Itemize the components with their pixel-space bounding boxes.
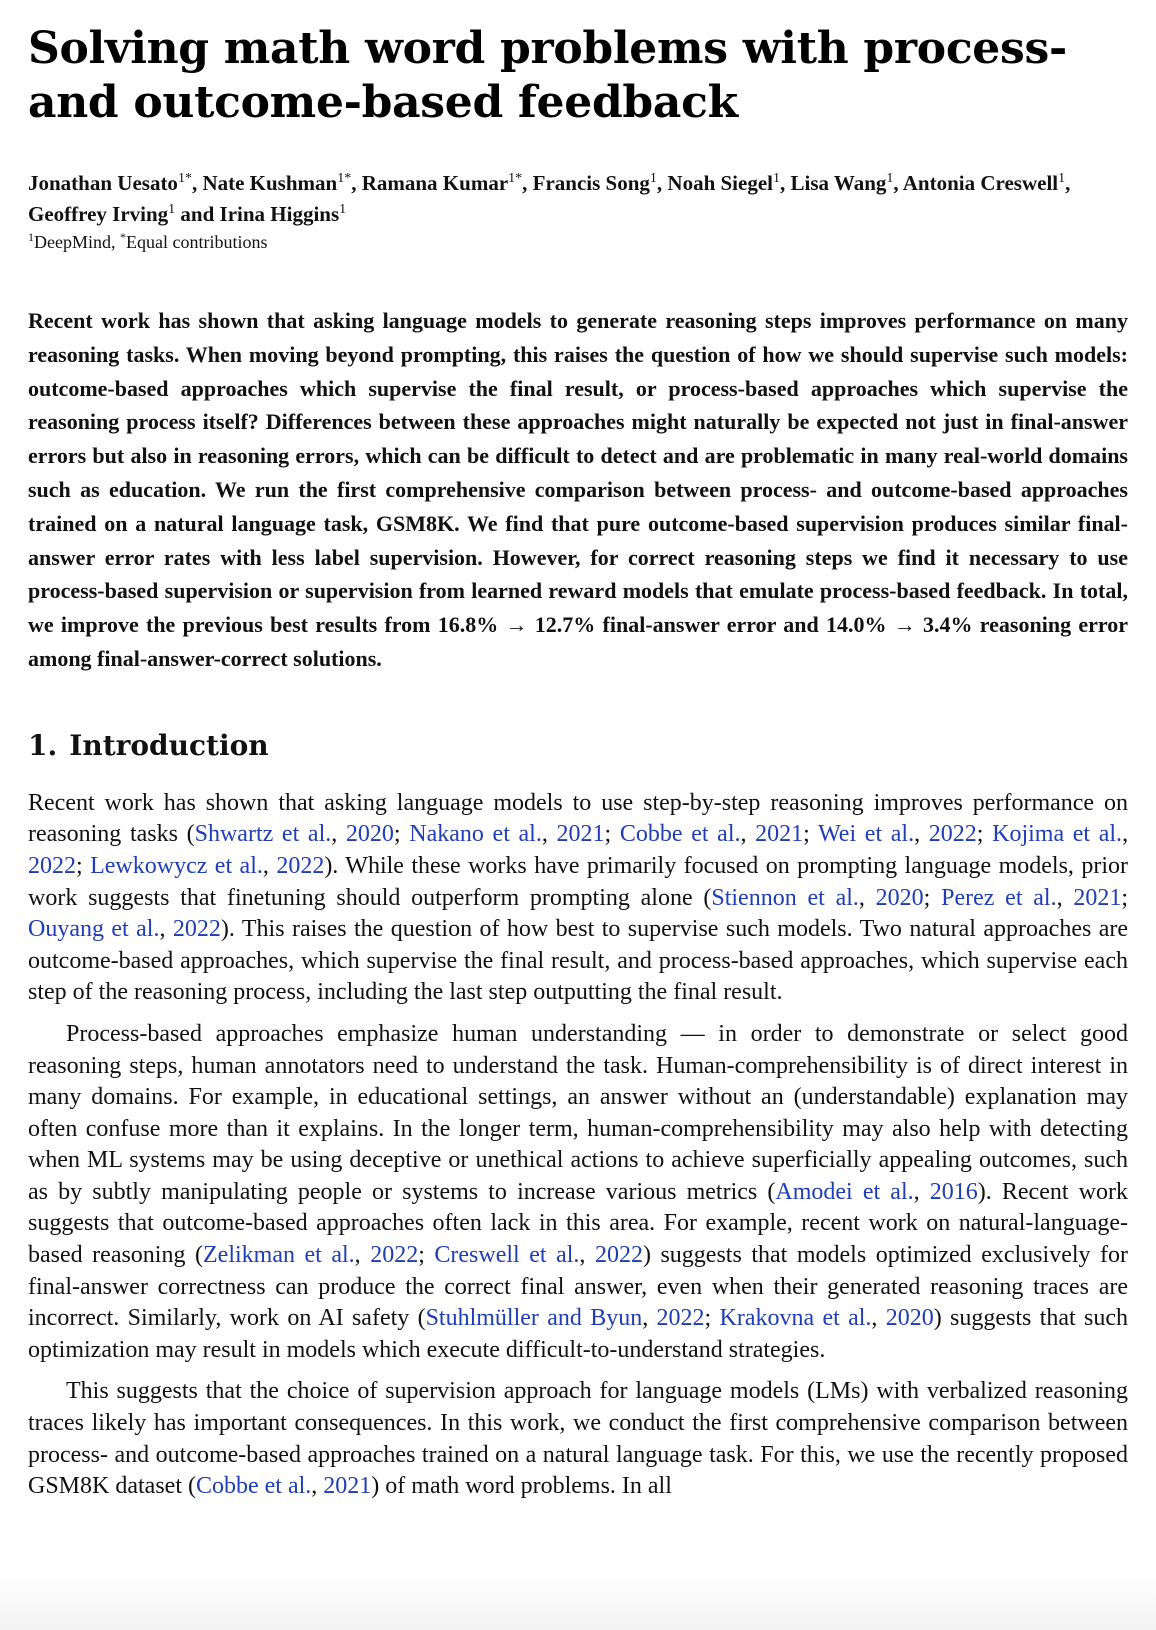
citation-link[interactable]: Shwartz et al. — [194, 821, 332, 848]
affiliation-sup-2: * — [119, 230, 126, 244]
affiliation-sup-1: 1 — [28, 230, 34, 244]
citation-link[interactable]: Cobbe et al. — [619, 821, 741, 848]
citation-link[interactable]: 2021 — [323, 1473, 372, 1500]
author-name: Jonathan Uesato — [28, 171, 178, 195]
paragraph-text: ) suggests that such optimization may result in models which execute difficult-to-understand strategies. — [28, 1305, 1129, 1363]
paragraph-text: ; — [418, 1242, 435, 1269]
paragraph-text: ) suggests that models optimized exclusively for final-answer correctness can produce the correct final answer, even when their generated reasoning traces are incorrect. Similarly, work on AI safety ( — [28, 1242, 1129, 1332]
paragraph-text: , — [541, 821, 557, 848]
intro-paragraph-2 — [28, 1019, 1128, 1367]
paragraph-text: , — [913, 1178, 930, 1205]
paragraph-text: , — [331, 821, 346, 848]
author-list — [28, 168, 1128, 230]
paragraph-text: ; — [923, 884, 942, 911]
citation-link[interactable]: 2022 — [928, 821, 977, 848]
citation-link[interactable]: Wei et al. — [818, 821, 915, 848]
citation-link[interactable]: 2022 — [594, 1242, 643, 1269]
author-separator: , — [1065, 171, 1071, 195]
citation-link[interactable]: 2022 — [172, 916, 221, 943]
citation-link[interactable]: Stuhlmüller and Byun — [425, 1305, 643, 1332]
paragraph-text: , — [740, 821, 756, 848]
citation-link[interactable]: Lewkowycz et al. — [90, 852, 263, 879]
paragraph-text: , — [311, 1473, 324, 1500]
citation-link[interactable]: Perez et al. — [941, 884, 1057, 911]
citation-link[interactable]: Krakovna et al. — [719, 1305, 872, 1332]
paragraph-text: Recent work has shown that asking language models to use step-by-step reasoning improves performance on reasoning tasks ( — [28, 789, 1128, 848]
citation-link[interactable]: 2021 — [556, 821, 605, 848]
paper-title — [28, 22, 1128, 130]
paragraph-text: , — [1056, 884, 1074, 911]
bottom-fade — [0, 1570, 1156, 1630]
author-name: Antonia Creswell — [902, 171, 1059, 195]
author-separator: , — [893, 171, 903, 195]
section-number: 1. — [28, 728, 58, 762]
paragraph-text: ). Recent work suggests that outcome-based approaches often lack in this area. For example, recent work on natural-language-based reasoning ( — [28, 1178, 1128, 1269]
paragraph-text: This suggests that the choice of supervision approach for language models (LMs) with verbalized reasoning traces likely has important consequences. In this work, we conduct the first comprehensive comparison between process- and outcome-based approaches trained on a natural language task. For this, we use the recently proposed GSM8K dataset ( — [28, 1378, 1128, 1500]
citation-link[interactable]: 2021 — [755, 821, 804, 848]
paragraph-text: ; — [76, 852, 91, 879]
paragraph-text: ; — [1121, 884, 1129, 911]
citation-link[interactable]: Ouyang et al. — [28, 916, 160, 943]
intro-paragraph-1 — [28, 788, 1128, 1009]
citation-link[interactable]: 2022 — [370, 1242, 419, 1269]
author-name: Nate Kushman — [202, 171, 338, 195]
citation-link[interactable]: Stiennon et al. — [711, 884, 859, 911]
affiliation-deepmind: DeepMind, — [34, 232, 120, 252]
citation-link[interactable]: 2020 — [345, 821, 394, 848]
intro-paragraph-3 — [28, 1376, 1128, 1502]
citation-link[interactable]: 2020 — [885, 1305, 934, 1332]
citation-link[interactable]: Nakano et al. — [409, 821, 542, 848]
author-separator: , — [656, 171, 668, 195]
author-name: Lisa Wang — [790, 171, 887, 195]
paragraph-text: ; — [803, 821, 819, 848]
citation-link[interactable]: 2022 — [28, 852, 76, 879]
paragraph-text: , — [1122, 821, 1129, 848]
title-line-1: Solving math word problems with process- — [28, 23, 1067, 74]
abstract: Recent work has shown that asking language models to generate reasoning steps improves performance on many reasoning tasks. When moving beyond prompting, this raises the question of how we should supervise such models: outcome-based approaches which supervise the final result, or process-based approaches which supervise the reasoning process itself? Differences between these approaches might naturally be expected not just in final-answer errors but also in reasoning errors, which can be difficult to detect and are problematic in many real-world domains such as education. We run the first comprehensive comparison between process- and outcome-based approaches trained on a natural language task, GSM8K. We find that pure outcome-based supervision produces similar final-answer error rates with less label supervision. However, for correct reasoning steps we find it necessary to use process-based supervision or supervision from learned reward models that emulate process-based feedback. In total, we improve the previous best results from 16.8% → 12.7% final-answer error and 14.0% → 3.4% reasoning error among final-answer-correct solutions. — [28, 308, 1128, 671]
paragraph-text: ; — [393, 821, 410, 848]
citation-link[interactable]: 2022 — [276, 852, 325, 879]
citation-link[interactable]: 2020 — [875, 884, 924, 911]
author-affiliation-mark: 1* — [337, 171, 352, 186]
paragraph-text: , — [262, 852, 277, 879]
author-affiliation-mark: 1 — [339, 202, 347, 217]
author-name: Noah Siegel — [667, 171, 773, 195]
paragraph-text: , — [871, 1305, 886, 1332]
author-name: Geoffrey Irving — [28, 202, 169, 226]
title-line-2: and outcome-based feedback — [28, 77, 738, 128]
citation-link[interactable]: 2016 — [929, 1178, 978, 1205]
paragraph-text: , — [354, 1242, 371, 1269]
author-separator: and — [175, 202, 220, 226]
paragraph-text: , — [642, 1305, 657, 1332]
section-title: Introduction — [69, 728, 269, 762]
citation-link[interactable]: Amodei et al. — [775, 1178, 914, 1205]
author-affiliation-mark: 1* — [508, 171, 523, 186]
author-affiliation-mark: 1 — [649, 171, 657, 186]
paragraph-text: , — [858, 884, 876, 911]
author-name: Irina Higgins — [219, 202, 340, 226]
paragraph-text: ). While these works have primarily focused on prompting language models, prior work suggests that finetuning should outperform prompting alone ( — [28, 852, 1129, 911]
citation-link[interactable]: Zelikman et al. — [203, 1242, 355, 1269]
paragraph-text: , — [159, 916, 173, 943]
author-name: Ramana Kumar — [361, 171, 509, 195]
paragraph-text: ) of math word problems. In all — [371, 1473, 672, 1500]
paragraph-text: , — [914, 821, 929, 848]
affiliation-line — [28, 230, 1128, 254]
author-name: Francis Song — [532, 171, 650, 195]
author-affiliation-mark: 1* — [177, 171, 192, 186]
author-affiliation-mark: 1 — [886, 171, 894, 186]
citation-link[interactable]: 2022 — [656, 1305, 705, 1332]
section-heading-introduction — [28, 728, 1128, 764]
citation-link[interactable]: 2021 — [1073, 884, 1122, 911]
affiliation-equal-contrib: Equal contributions — [125, 232, 268, 252]
author-affiliation-mark: 1 — [168, 202, 176, 217]
author-affiliation-mark: 1 — [1058, 171, 1066, 186]
paragraph-text: ). This raises the question of how best to supervise such models. Two natural approaches are outcome-based approaches, which supervise the final result, and process-based approaches, which supervise each step of the reasoning process, including the last step outputting the final result. — [28, 916, 1129, 1006]
author-separator: , — [351, 171, 362, 195]
author-separator: , — [522, 171, 533, 195]
paragraph-text: ; — [604, 821, 620, 848]
author-separator: , — [780, 171, 791, 195]
citation-link[interactable]: Cobbe et al. — [195, 1473, 312, 1500]
citation-link[interactable]: Kojima et al. — [992, 821, 1123, 848]
paragraph-text: ; — [976, 821, 993, 848]
author-affiliation-mark: 1 — [773, 171, 780, 186]
citation-link[interactable]: Creswell et al. — [434, 1242, 580, 1269]
paragraph-text: Process-based approaches emphasize human understanding — in order to demonstrate or select good reasoning steps, human annotators need to understand the task. Human-comprehensibility is of direct interest in many domains. For example, in educational settings, an answer without an (understandable) explanation may often confuse more than it explains. In the longer term, human-comprehensibility may also help with detecting when ML systems may be using deceptive or unethical actions to achieve superficially appealing outcomes, such as by subtly manipulating people or systems to increase various metrics ( — [28, 1020, 1128, 1205]
paragraph-text: , — [579, 1242, 595, 1269]
paragraph-text: ; — [704, 1305, 720, 1332]
author-separator: , — [191, 171, 203, 195]
